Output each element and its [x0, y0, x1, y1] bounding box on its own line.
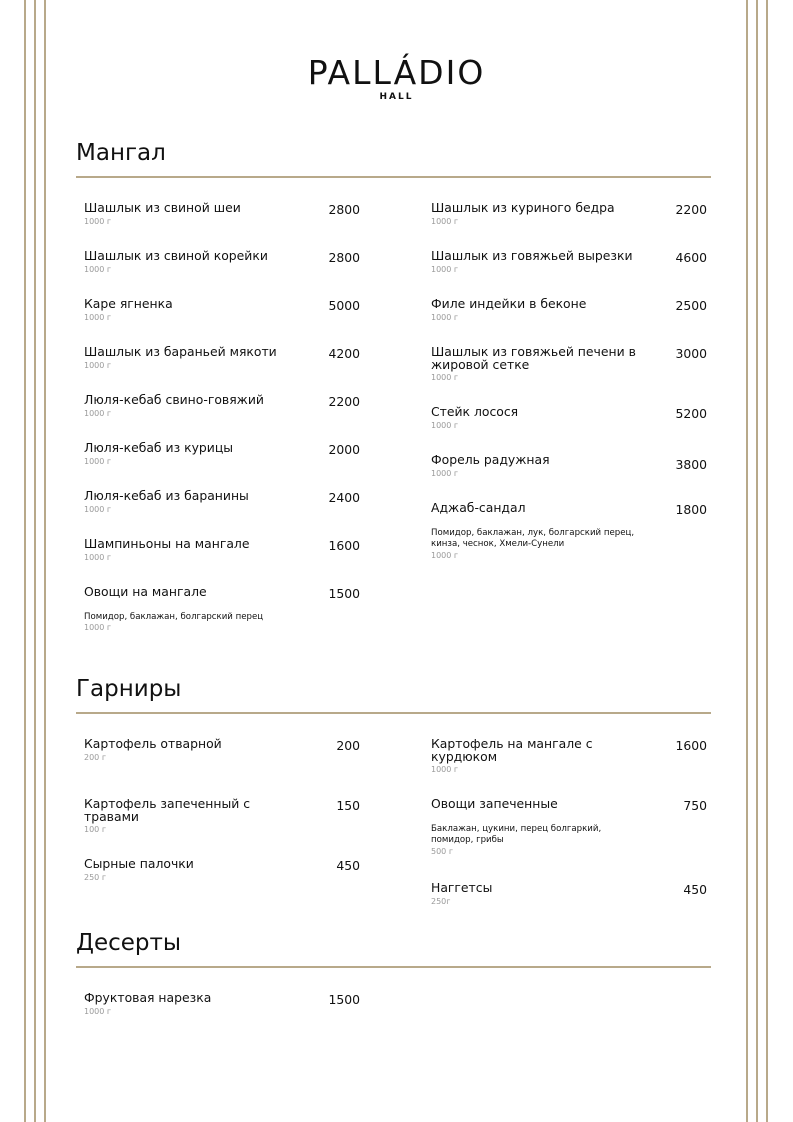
item-price: 1800 — [675, 502, 707, 517]
menu-item — [84, 584, 360, 633]
item-price: 4600 — [675, 250, 707, 265]
item-price: 2800 — [328, 202, 360, 217]
item-price: 150 — [336, 798, 360, 813]
menu-item — [84, 796, 360, 835]
item-weight: 500 г — [431, 846, 454, 856]
menu-item — [84, 296, 360, 323]
menu-item — [84, 200, 360, 227]
item-name: Шашлык из говяжьей вырезки — [431, 248, 633, 263]
item-price: 5000 — [328, 298, 360, 313]
logo — [0, 53, 793, 102]
item-weight: 1000 г — [431, 765, 459, 774]
item-name: Шашлык из свиной шеи — [84, 200, 241, 215]
item-weight: 1000 г — [431, 468, 459, 478]
item-price: 2200 — [328, 394, 360, 409]
item-weight: 1000 г — [431, 373, 459, 382]
menu-item — [431, 736, 707, 775]
menu-item — [84, 440, 360, 467]
item-weight: 100 г — [84, 825, 107, 834]
item-weight: 1000 г — [84, 456, 112, 466]
menu-item — [84, 344, 360, 371]
border-line — [44, 0, 46, 1122]
item-name: Наггетсы — [431, 880, 493, 895]
item-weight: 1000 г — [431, 312, 459, 322]
item-price: 2200 — [675, 202, 707, 217]
item-price: 1500 — [328, 992, 360, 1007]
section-divider — [76, 712, 711, 714]
item-price: 3000 — [675, 346, 707, 361]
brand-subtitle: HALL — [379, 92, 414, 102]
item-name: Люля-кебаб из баранины — [84, 488, 249, 503]
menu-item — [431, 404, 707, 431]
item-price: 200 — [336, 738, 360, 753]
border-line — [746, 0, 748, 1122]
item-weight: 1000 г — [431, 216, 459, 226]
item-name: Люля-кебаб из курицы — [84, 440, 234, 455]
item-price: 2400 — [328, 490, 360, 505]
border-line — [24, 0, 26, 1122]
item-description: Баклажан, цукини, перец болгаркий, помидор, грибы — [431, 823, 602, 845]
section-title-desserts: Десерты — [76, 930, 182, 956]
item-weight: 1000 г — [84, 623, 112, 632]
item-price: 450 — [683, 882, 707, 897]
menu-item — [84, 736, 360, 763]
item-name: Картофель на мангале с курдюком — [431, 736, 593, 764]
item-name: Форель радужная — [431, 452, 550, 467]
item-weight: 250 г — [84, 872, 107, 882]
item-name: Овощи на мангале — [84, 584, 207, 599]
item-weight: 1000 г — [84, 552, 112, 562]
item-weight: 250г — [431, 896, 451, 906]
item-price: 1600 — [675, 738, 707, 753]
item-price: 4200 — [328, 346, 360, 361]
item-weight: 200 г — [84, 752, 107, 762]
menu-item — [431, 344, 707, 383]
item-weight: 1000 г — [84, 504, 112, 514]
menu-item — [431, 880, 707, 907]
section-divider — [76, 966, 711, 968]
item-name: Шашлык из куриного бедра — [431, 200, 615, 215]
section-title-mangal: Мангал — [76, 140, 166, 166]
item-price: 450 — [336, 858, 360, 873]
item-price: 1600 — [328, 538, 360, 553]
item-weight: 1000 г — [431, 420, 459, 430]
brand-name: PALLÁDIO — [307, 53, 486, 92]
item-weight: 1000 г — [431, 264, 459, 274]
item-name: Каре ягненка — [84, 296, 173, 311]
item-weight: 1000 г — [431, 550, 459, 560]
item-name: Овощи запеченные — [431, 796, 558, 811]
item-weight: 1000 г — [84, 1006, 112, 1016]
menu-item — [84, 990, 360, 1017]
item-weight: 1000 г — [84, 216, 112, 226]
section-title-garnish: Гарниры — [76, 676, 182, 702]
item-weight: 1000 г — [84, 360, 112, 370]
item-price: 2500 — [675, 298, 707, 313]
item-name: Картофель запеченный с травами — [84, 796, 251, 824]
menu-item — [431, 452, 707, 479]
menu-item — [431, 200, 707, 227]
item-price: 2000 — [328, 442, 360, 457]
item-name: Картофель отварной — [84, 736, 222, 751]
menu-item — [431, 796, 707, 857]
item-name: Фруктовая нарезка — [84, 990, 212, 1005]
menu-item — [84, 856, 360, 883]
item-weight: 1000 г — [84, 312, 112, 322]
item-price: 750 — [683, 798, 707, 813]
item-description: Помидор, баклажан, лук, болгарский перец, кинза, чеснок, Хмели-Сунели — [431, 527, 635, 549]
item-name: Шашлык из бараньей мякоти — [84, 344, 277, 359]
item-price: 1500 — [328, 586, 360, 601]
item-name: Шашлык из свиной корейки — [84, 248, 268, 263]
section-divider — [76, 176, 711, 178]
item-name: Сырные палочки — [84, 856, 194, 871]
item-weight: 1000 г — [84, 264, 112, 274]
item-name: Шампиньоны на мангале — [84, 536, 250, 551]
menu-item — [431, 500, 707, 561]
item-price: 3800 — [675, 457, 707, 472]
border-line — [766, 0, 768, 1122]
item-name: Шашлык из говяжьей печени в жировой сетке — [431, 344, 636, 372]
menu-item — [84, 248, 360, 275]
menu-item — [84, 536, 360, 563]
border-line — [34, 0, 36, 1122]
item-price: 2800 — [328, 250, 360, 265]
item-price: 5200 — [675, 406, 707, 421]
item-description: Помидор, баклажан, болгарский перец — [84, 611, 264, 622]
item-weight: 1000 г — [84, 408, 112, 418]
menu-item — [84, 488, 360, 515]
border-line — [756, 0, 758, 1122]
item-name: Стейк лосося — [431, 404, 519, 419]
menu-item — [431, 248, 707, 275]
menu-item — [431, 296, 707, 323]
item-name: Филе индейки в беконе — [431, 296, 587, 311]
item-name: Аджаб-сандал — [431, 500, 526, 515]
menu-item — [84, 392, 360, 419]
item-name: Люля-кебаб свино-говяжий — [84, 392, 264, 407]
